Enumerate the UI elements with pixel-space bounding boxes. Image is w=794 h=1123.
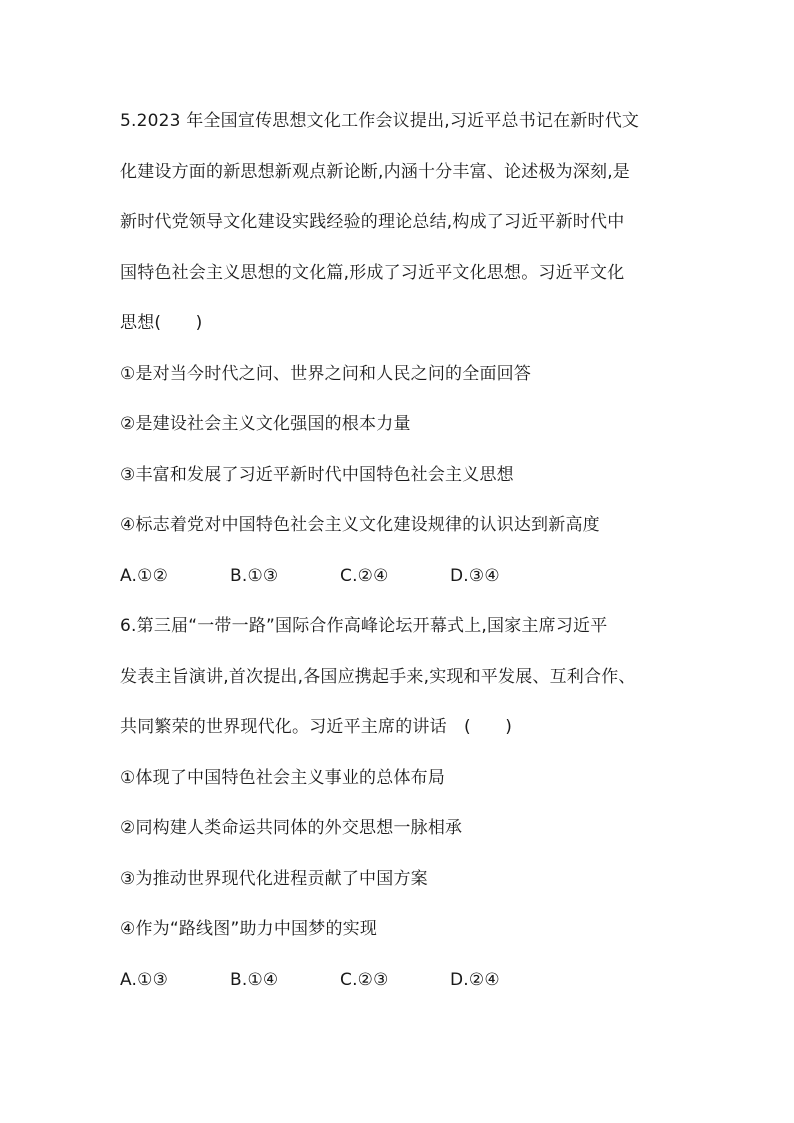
question-6-item-2: ②同构建人类命运共同体的外交思想一脉相承 [120, 818, 463, 838]
question-5-stem-line-4: 国特色社会主义思想的文化篇,形成了习近平文化思想。习近平文化 [120, 262, 625, 283]
question-5 [120, 104, 690, 593]
question-6-option-a: A.①③ [120, 969, 169, 990]
question-5-option-d: D.③④ [450, 565, 500, 586]
question-6-stem-line-1: 6.第三届“一带一路”国际合作高峰论坛开幕式上,国家主席习近平 [120, 616, 608, 636]
question-5-item-1: ①是对当今时代之问、世界之问和人民之问的全面回答 [120, 363, 532, 384]
question-5-stem-line-2: 化建设方面的新思想新观点新论断,内涵十分丰富、论述极为深刻,是 [120, 161, 631, 182]
question-5-item-4: ④标志着党对中国特色社会主义文化建设规律的认识达到新高度 [120, 515, 600, 535]
question-5-option-c: C.②④ [340, 565, 389, 586]
question-5-options [120, 559, 690, 593]
question-5-option-a: A.①② [120, 565, 169, 586]
question-5-stem-line-1: 5.2023 年全国宣传思想文化工作会议提出,习近平总书记在新时代文 [120, 111, 640, 131]
question-6-item-4: ④作为“路线图”助力中国梦的实现 [120, 919, 378, 939]
question-5-stem-line-5: 思想( ) [120, 313, 203, 333]
question-6-options [120, 963, 690, 997]
question-6-item-3: ③为推动世界现代化进程贡献了中国方案 [120, 868, 428, 889]
question-6-option-b: B.①④ [230, 969, 279, 990]
question-5-item-2: ②是建设社会主义文化强国的根本力量 [120, 414, 411, 434]
question-6-stem-line-3: 共同繁荣的世界现代化。习近平主席的讲话 ( ) [120, 717, 513, 737]
question-5-stem-line-3: 新时代党领导文化建设实践经验的理论总结,构成了习近平新时代中 [120, 212, 625, 232]
question-6-option-c: C.②③ [340, 969, 389, 990]
question-6-item-1: ①体现了中国特色社会主义事业的总体布局 [120, 767, 446, 788]
question-5-item-3: ③丰富和发展了习近平新时代中国特色社会主义思想 [120, 464, 514, 485]
question-6-option-d: D.②④ [450, 969, 500, 990]
question-6-stem-line-2: 发表主旨演讲,首次提出,各国应携起手来,实现和平发展、互利合作、 [120, 666, 636, 687]
question-6 [120, 609, 690, 997]
question-content [120, 104, 690, 1013]
question-5-option-b: B.①③ [230, 565, 279, 586]
